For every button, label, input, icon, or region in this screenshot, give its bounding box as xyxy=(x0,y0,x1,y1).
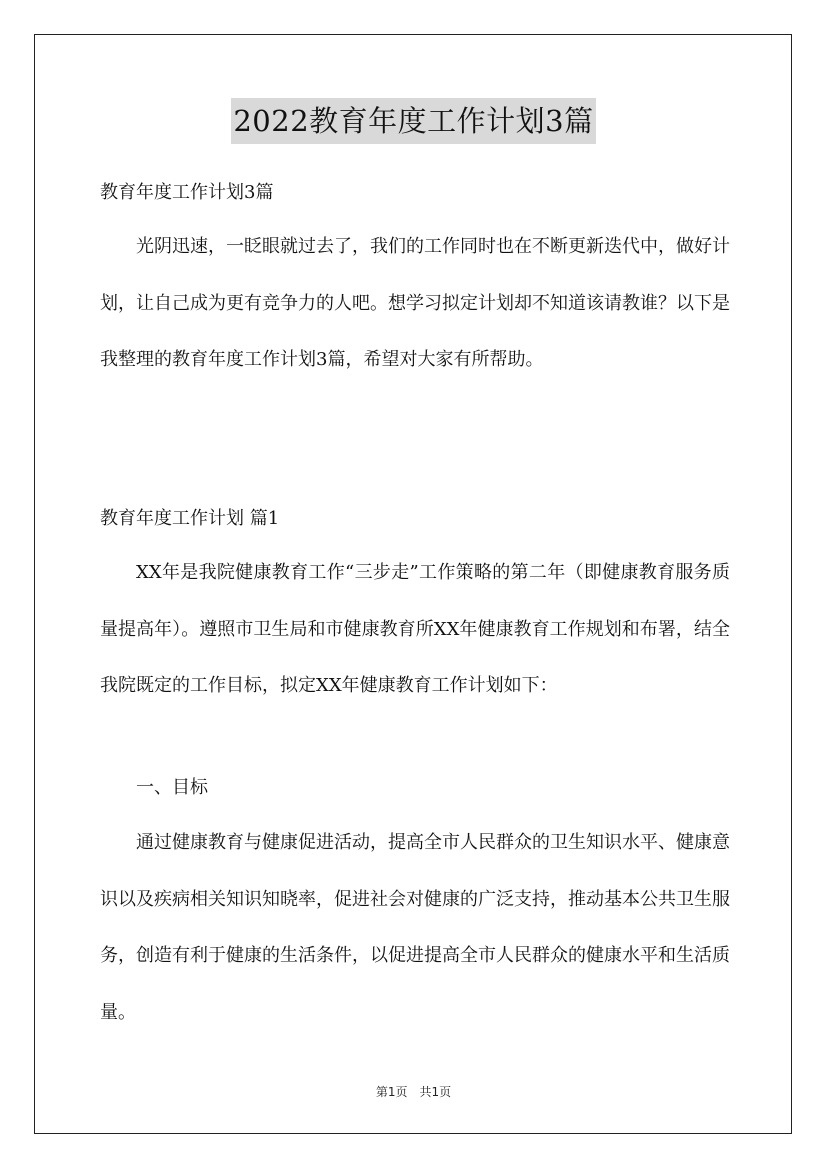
section-1-paragraph-2: 通过健康教育与健康促进活动，提高全市人民群众的卫生知识水平、健康意识以及疾病相关知识知晓率，促进社会对健康的广泛支持，推动基本公共卫生服务，创造有利于健康的生活条件，以促进提高全市人民群众的健康水平和生活质量。 xyxy=(100,832,730,1023)
page-footer: 第1页 共1页 xyxy=(375,1085,452,1099)
section-1-subheading-goal: 一、目标 xyxy=(136,777,208,798)
document-title: 2022教育年度工作计划3篇 xyxy=(231,98,595,144)
section-1-heading: 教育年度工作计划 篇1 xyxy=(100,508,280,529)
title-container xyxy=(0,98,827,144)
intro-paragraph: 光阴迅速，一眨眼就过去了，我们的工作同时也在不断更新迭代中，做好计划，让自己成为更有竞争力的人吧。想学习拟定计划却不知道该请教谁？以下是我整理的教育年度工作计划3篇，希望对大家有所帮助。 xyxy=(100,236,730,370)
document-subtitle: 教育年度工作计划3篇 xyxy=(100,182,274,203)
section-1-paragraph-1: XX年是我院健康教育工作“三步走”工作策略的第二年（即健康教育服务质量提高年）。遵照市卫生局和市健康教育所XX年健康教育工作规划和布署，结全我院既定的工作目标，拟定XX年健康教育工作计划如下： xyxy=(100,562,730,696)
